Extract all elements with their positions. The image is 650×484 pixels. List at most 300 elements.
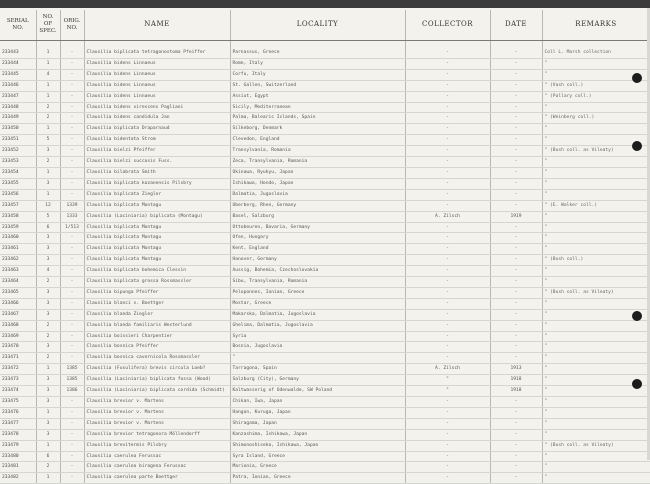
top-dark-edge [0, 0, 650, 8]
row-spec: 3 [36, 255, 60, 266]
row-orig: - [60, 124, 84, 135]
row-serial: 233451 [0, 135, 36, 146]
row-serial: 233460 [0, 233, 36, 244]
row-name: Clausilia boissieri Charpentier [84, 331, 230, 342]
row-spec: 1 [36, 440, 60, 451]
header-spec: NO. OF SPEC. [36, 10, 60, 40]
row-serial: 233471 [0, 353, 36, 364]
row-spec: 2 [36, 353, 60, 364]
row-remarks: " [542, 233, 650, 244]
table-row [0, 233, 650, 244]
row-locality: Ofen, Hungary [230, 233, 405, 244]
row-name: Clausilia caerulea Ferussac [84, 451, 230, 462]
table-row [0, 157, 650, 168]
row-spec: 3 [36, 244, 60, 255]
row-remarks: " (Weinberg coll.) [542, 113, 650, 124]
row-serial: 233461 [0, 244, 36, 255]
row-orig: 1385 [60, 364, 84, 375]
row-name: Clausilia biplicata tetragonostoma Pfeiffer [84, 48, 230, 58]
row-serial: 233458 [0, 211, 36, 222]
table-row [0, 255, 650, 266]
row-collector: - [405, 200, 490, 211]
row-date: - [490, 440, 542, 451]
row-name: Clausilia biplicata Draparnaud [84, 124, 230, 135]
row-spec: 6 [36, 222, 60, 233]
row-collector: " [405, 386, 490, 397]
row-serial: 233481 [0, 462, 36, 473]
row-spec: 1 [36, 48, 60, 58]
row-serial: 233475 [0, 397, 36, 408]
row-name: Clausilia bidens Linnaeus [84, 80, 230, 91]
row-orig: - [60, 48, 84, 58]
row-remarks: " [542, 124, 650, 135]
row-remarks: " [542, 364, 650, 375]
row-name: Clausilia blanda Ziegler [84, 309, 230, 320]
row-date: - [490, 277, 542, 288]
row-name: Clausilia bosnica Pfeiffer [84, 342, 230, 353]
table-row [0, 429, 650, 440]
row-serial: 233455 [0, 178, 36, 189]
row-serial: 233464 [0, 277, 36, 288]
row-collector: - [405, 167, 490, 178]
row-collector: - [405, 113, 490, 124]
row-collector: - [405, 353, 490, 364]
row-locality: Hangan, Kuruga, Japan [230, 407, 405, 418]
row-remarks: " [542, 309, 650, 320]
row-name: Clausilia bidens Linnaeus [84, 91, 230, 102]
row-date: - [490, 222, 542, 233]
row-orig: - [60, 277, 84, 288]
row-date: - [490, 69, 542, 80]
row-date: - [490, 287, 542, 298]
row-remarks: " [542, 178, 650, 189]
row-orig: 1339 [60, 200, 84, 211]
row-orig: - [60, 342, 84, 353]
row-serial: 233478 [0, 429, 36, 440]
row-orig: - [60, 69, 84, 80]
row-collector: - [405, 342, 490, 353]
row-locality: Transylvania, Romania [230, 146, 405, 157]
row-collector: - [405, 135, 490, 146]
table-row [0, 473, 650, 484]
row-spec: 3 [36, 342, 60, 353]
table-row [0, 211, 650, 222]
row-collector: A. Zilsch [405, 364, 490, 375]
row-locality: Mostar, Greece [230, 298, 405, 309]
row-name: Clausilia biplicata Montagu [84, 200, 230, 211]
row-locality: Bosnia, Jugoslavia [230, 342, 405, 353]
row-serial: 233479 [0, 440, 36, 451]
row-date: - [490, 58, 542, 69]
row-orig: - [60, 113, 84, 124]
row-date: - [490, 451, 542, 462]
binder-hole-3 [632, 311, 642, 321]
row-serial: 233447 [0, 91, 36, 102]
row-locality: Zeca, Transylvania, Romania [230, 157, 405, 168]
row-remarks: " [542, 397, 650, 408]
row-serial: 233459 [0, 222, 36, 233]
binder-hole-2 [632, 141, 642, 151]
row-spec: 2 [36, 277, 60, 288]
row-name: Clausilia (Laciniaria) biplicata cordida (Schmidt) [84, 386, 230, 397]
row-date: - [490, 462, 542, 473]
row-date: - [490, 244, 542, 255]
header-collector: COLLECTOR [405, 10, 490, 40]
row-locality: Sicily, Mediterranean [230, 102, 405, 113]
row-name: Clausilia bielzi succosis Fuss. [84, 157, 230, 168]
row-date: - [490, 407, 542, 418]
table-row [0, 353, 650, 364]
row-locality: Kanzashima, Ishikawa, Japan [230, 429, 405, 440]
row-spec: 2 [36, 331, 60, 342]
row-date: - [490, 113, 542, 124]
row-name: Clausilia bidens candidula Jan [84, 113, 230, 124]
row-serial: 233473 [0, 375, 36, 386]
row-remarks: " [542, 211, 650, 222]
row-remarks: " (Pallary coll.) [542, 91, 650, 102]
table-row [0, 320, 650, 331]
row-collector: - [405, 222, 490, 233]
row-orig: - [60, 462, 84, 473]
row-collector: - [405, 178, 490, 189]
row-orig: - [60, 473, 84, 484]
row-locality: Marionia, Greece [230, 462, 405, 473]
table-row [0, 462, 650, 473]
row-locality: Silkeborg, Denmark [230, 124, 405, 135]
row-serial: 233456 [0, 189, 36, 200]
table-row [0, 298, 650, 309]
row-spec: 1 [36, 473, 60, 484]
row-name: Clausilia bidens virescens Pagliani [84, 102, 230, 113]
row-collector: - [405, 473, 490, 484]
row-spec: 3 [36, 309, 60, 320]
row-spec: 6 [36, 451, 60, 462]
table-row [0, 178, 650, 189]
row-remarks: " [542, 244, 650, 255]
row-collector: - [405, 146, 490, 157]
header-gap-row [0, 40, 650, 48]
row-locality: Corfu, Italy [230, 69, 405, 80]
row-locality: Salzburg (City), Germany [230, 375, 405, 386]
row-date: - [490, 397, 542, 408]
row-remarks: " [542, 167, 650, 178]
row-name: Clausilia brevior tetragonora Möllendorff [84, 429, 230, 440]
row-name: Clausilia biplicata Montagu [84, 255, 230, 266]
table-row [0, 222, 650, 233]
row-name: Clausilia bipunga Pfeiffer [84, 287, 230, 298]
row-remarks: " [542, 102, 650, 113]
row-spec: 2 [36, 113, 60, 124]
table-row [0, 407, 650, 418]
row-spec: 3 [36, 298, 60, 309]
row-orig: - [60, 189, 84, 200]
row-locality: Parnassus, Greece [230, 48, 405, 58]
row-locality: Ishikawa, Hondo, Japan [230, 178, 405, 189]
row-date: - [490, 124, 542, 135]
row-date: - [490, 429, 542, 440]
table-row [0, 124, 650, 135]
row-date: - [490, 233, 542, 244]
row-orig: - [60, 91, 84, 102]
row-collector: A. Zilsch [405, 211, 490, 222]
row-name: Clausilia bosnica cavernicola Rossmassler [84, 353, 230, 364]
row-locality: Syra Island, Greece [230, 451, 405, 462]
table-row [0, 266, 650, 277]
row-orig: - [60, 309, 84, 320]
row-spec: 2 [36, 320, 60, 331]
row-remarks: " [542, 266, 650, 277]
row-spec: 3 [36, 397, 60, 408]
table-row [0, 135, 650, 146]
row-date: - [490, 298, 542, 309]
row-spec: 1 [36, 167, 60, 178]
row-date: - [490, 157, 542, 168]
table-row [0, 91, 650, 102]
row-spec: 3 [36, 386, 60, 397]
row-date: - [490, 309, 542, 320]
table-row [0, 244, 650, 255]
row-date: - [490, 167, 542, 178]
row-collector: - [405, 58, 490, 69]
row-date: - [490, 48, 542, 58]
row-spec: 1 [36, 58, 60, 69]
row-collector: - [405, 309, 490, 320]
row-locality: Okinawa, Ryukyu, Japan [230, 167, 405, 178]
row-orig: - [60, 178, 84, 189]
row-spec: 1 [36, 80, 60, 91]
row-remarks: " [542, 298, 650, 309]
row-collector: - [405, 255, 490, 266]
row-locality: Aussig, Bohemia, Czechoslovakia [230, 266, 405, 277]
row-spec: 5 [36, 135, 60, 146]
row-locality: Hanover, Germany [230, 255, 405, 266]
row-serial: 233452 [0, 146, 36, 157]
row-serial: 233463 [0, 266, 36, 277]
row-serial: 233474 [0, 386, 36, 397]
table-row [0, 58, 650, 69]
row-collector: " [405, 375, 490, 386]
row-spec: 4 [36, 69, 60, 80]
row-serial: 233446 [0, 80, 36, 91]
row-collector: - [405, 451, 490, 462]
row-locality: Assiut, Egypt [230, 91, 405, 102]
row-remarks: " [542, 462, 650, 473]
row-spec: 3 [36, 418, 60, 429]
header-remarks: REMARKS [542, 10, 650, 40]
specimen-ledger-table [0, 10, 650, 484]
row-name: Clausilia biplicata Montagu [84, 233, 230, 244]
row-collector: - [405, 69, 490, 80]
row-orig: - [60, 440, 84, 451]
row-remarks: " [542, 473, 650, 484]
row-remarks: " (Bush coll. as Vileaty) [542, 440, 650, 451]
table-row [0, 200, 650, 211]
row-remarks: " [542, 69, 650, 80]
row-spec: 12 [36, 200, 60, 211]
row-spec: 3 [36, 375, 60, 386]
row-name: Clausilia biplicata Montagu [84, 244, 230, 255]
table-row [0, 440, 650, 451]
row-date: - [490, 178, 542, 189]
row-name: Clausilia caerulea parte Boettger [84, 473, 230, 484]
row-spec: 3 [36, 178, 60, 189]
row-serial: 233453 [0, 157, 36, 168]
row-serial: 233454 [0, 167, 36, 178]
row-remarks: " [542, 407, 650, 418]
row-remarks: " [542, 353, 650, 364]
row-name: Clausilia brevior v. Martens [84, 397, 230, 408]
row-name: Clausilia blanda familiaris Westerlund [84, 320, 230, 331]
row-remarks: " [542, 320, 650, 331]
row-date: - [490, 200, 542, 211]
row-serial: 233443 [0, 48, 36, 58]
table-row [0, 80, 650, 91]
row-name: Clausilia bidentata Strom [84, 135, 230, 146]
row-name: Clausilia (Laciniaria) biplicata (Montagu) [84, 211, 230, 222]
row-spec: 4 [36, 266, 60, 277]
row-remarks: " (Bush coll. as Vileaty) [542, 146, 650, 157]
row-remarks: " [542, 331, 650, 342]
row-locality: Patra, Ionian, Greece [230, 473, 405, 484]
row-remarks: " (Vash coll.) [542, 80, 650, 91]
binder-hole-4 [632, 379, 642, 389]
row-name: Clausilia biplicata grossa Rossmassler [84, 277, 230, 288]
row-spec: 1 [36, 91, 60, 102]
row-orig: - [60, 157, 84, 168]
row-date: - [490, 189, 542, 200]
row-orig: - [60, 287, 84, 298]
row-locality: Sibu, Transylvania, Romania [230, 277, 405, 288]
binder-hole-1 [632, 73, 642, 83]
row-collector: - [405, 298, 490, 309]
row-remarks: " [542, 189, 650, 200]
row-collector: - [405, 440, 490, 451]
row-date: 1918 [490, 386, 542, 397]
row-date: - [490, 146, 542, 157]
row-collector: - [405, 266, 490, 277]
table-row [0, 146, 650, 157]
row-orig: - [60, 407, 84, 418]
row-name: Clausilia bielzi Pfeiffer [84, 146, 230, 157]
table-row [0, 277, 650, 288]
table-row [0, 309, 650, 320]
row-collector: - [405, 277, 490, 288]
row-spec: 1 [36, 407, 60, 418]
row-date: - [490, 91, 542, 102]
row-collector: - [405, 233, 490, 244]
row-spec: 2 [36, 102, 60, 113]
table-row [0, 113, 650, 124]
row-locality: Ottobeuren, Bavaria, Germany [230, 222, 405, 233]
row-remarks: " [542, 429, 650, 440]
row-orig: - [60, 331, 84, 342]
row-locality: Kaltwasserig of Odenwalde, SW Poland [230, 386, 405, 397]
row-name: Clausilia blanci v. Boettger [84, 298, 230, 309]
row-date: - [490, 255, 542, 266]
row-spec: 3 [36, 429, 60, 440]
row-date: - [490, 80, 542, 91]
row-name: Clausilia bidens Linnaeus [84, 69, 230, 80]
row-locality: Shimonoshiseka, Ishikawa, Japan [230, 440, 405, 451]
row-collector: - [405, 397, 490, 408]
row-name: Clausilia brevior v. Martens [84, 407, 230, 418]
row-name: Clausilia biplicata bohemica Clessin [84, 266, 230, 277]
row-serial: 233445 [0, 69, 36, 80]
row-remarks: " (E. Walker coll.) [542, 200, 650, 211]
row-date: - [490, 353, 542, 364]
row-collector: - [405, 124, 490, 135]
table-row [0, 375, 650, 386]
row-orig: - [60, 58, 84, 69]
row-serial: 233470 [0, 342, 36, 353]
row-serial: 233472 [0, 364, 36, 375]
row-orig: - [60, 102, 84, 113]
row-orig: 1386 [60, 386, 84, 397]
row-locality: Clevedon, England [230, 135, 405, 146]
row-serial: 233468 [0, 320, 36, 331]
table-row [0, 397, 650, 408]
row-name: Clausilia bidens Linnaeus [84, 58, 230, 69]
row-spec: 1 [36, 364, 60, 375]
row-name: Clausilia caerulea biragena Ferussac [84, 462, 230, 473]
row-orig: - [60, 244, 84, 255]
row-serial: 233444 [0, 58, 36, 69]
table-row [0, 69, 650, 80]
row-date: 1919 [490, 211, 542, 222]
row-remarks: " [542, 222, 650, 233]
row-collector: - [405, 331, 490, 342]
row-serial: 233448 [0, 102, 36, 113]
row-remarks: " [542, 451, 650, 462]
row-spec: 3 [36, 287, 60, 298]
row-date: - [490, 342, 542, 353]
header-orig: ORIG. NO. [60, 10, 84, 40]
table-row [0, 364, 650, 375]
row-orig: - [60, 255, 84, 266]
row-date: - [490, 320, 542, 331]
row-orig: 1385 [60, 375, 84, 386]
row-serial: 233482 [0, 473, 36, 484]
ledger-body [0, 40, 650, 484]
row-collector: - [405, 287, 490, 298]
row-collector: - [405, 80, 490, 91]
row-collector: - [405, 48, 490, 58]
row-name: Clausilia bilabrata Smith [84, 167, 230, 178]
row-remarks: " [542, 386, 650, 397]
row-name: Clausilia (Fusulifera) brevis circula Loeb? [84, 364, 230, 375]
row-locality: Peloponnes, Ionian, Greece [230, 287, 405, 298]
row-remarks: " (Bush coll.) [542, 255, 650, 266]
header-locality: LOCALITY [230, 10, 405, 40]
row-locality: Shiragama, Japan [230, 418, 405, 429]
row-locality: Makarska, Dalmatia, Jugoslavia [230, 309, 405, 320]
row-remarks: Coll L. Marsh collection [542, 48, 650, 58]
table-row [0, 48, 650, 58]
row-remarks: " [542, 342, 650, 353]
header-serial: SERIAL NO. [0, 10, 36, 40]
row-serial: 233469 [0, 331, 36, 342]
row-serial: 233462 [0, 255, 36, 266]
row-orig: - [60, 298, 84, 309]
row-locality: " [230, 353, 405, 364]
row-orig: - [60, 135, 84, 146]
row-locality: Kent, England [230, 244, 405, 255]
row-remarks: " [542, 418, 650, 429]
row-serial: 233480 [0, 451, 36, 462]
row-date: - [490, 102, 542, 113]
table-row [0, 102, 650, 113]
row-orig: - [60, 320, 84, 331]
